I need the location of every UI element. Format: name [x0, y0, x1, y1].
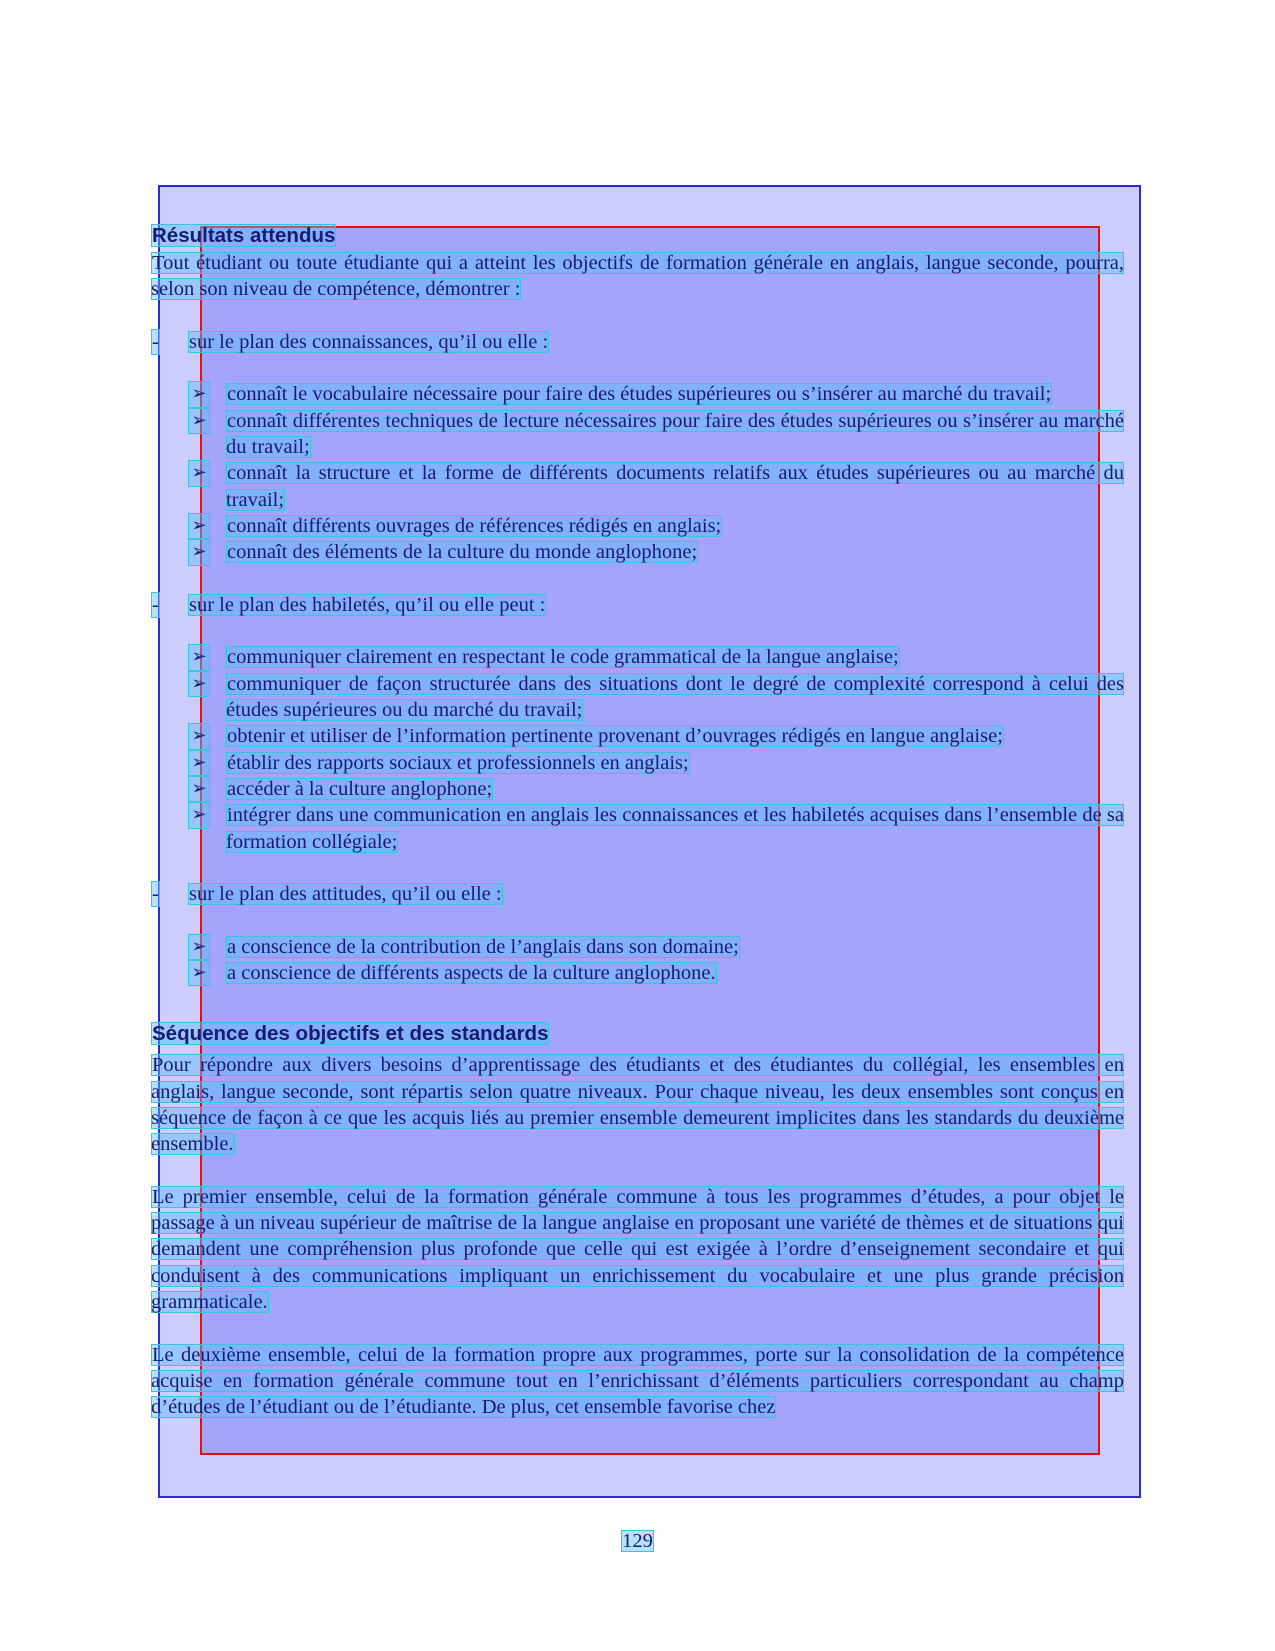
- dash-marker: -: [151, 592, 160, 618]
- list-item: ➢ a conscience de différents aspects de la culture anglophone.: [151, 960, 1124, 986]
- arrow-bullet-icon: ➢: [188, 513, 210, 539]
- list-item: ➢ a conscience de la contribution de l’anglais dans son domaine;: [151, 934, 1124, 960]
- arrow-bullet-icon: ➢: [188, 723, 210, 749]
- body-paragraph: Le deuxième ensemble, celui de la formation propre aux programmes, porte sur la consolidation de la compétence acquise en formation générale commune tout en l’enrichissant d’éléments particuliers correspondant au champ d’études de l’étudiant ou de l’étudiante. De plus, cet ensemble favorise chez: [151, 1343, 1124, 1419]
- arrow-bullet-icon: ➢: [188, 671, 210, 697]
- group-label-connaissances: - sur le plan des connaissances, qu’il ou elle :: [151, 329, 1124, 355]
- arrow-bullet-icon: ➢: [188, 539, 210, 565]
- list-item: ➢ établir des rapports sociaux et professionnels en anglais;: [151, 750, 1124, 776]
- dash-marker: -: [151, 329, 160, 355]
- list-item: ➢ connaît différents ouvrages de références rédigés en anglais;: [151, 513, 1124, 539]
- list-item: ➢ communiquer de façon structurée dans des situations dont le degré de complexité correspond à celui des études supérieures ou du marché du travail;: [151, 671, 1124, 724]
- arrow-bullet-icon: ➢: [188, 381, 210, 407]
- list-item: ➢ connaît des éléments de la culture du monde anglophone;: [151, 539, 1124, 565]
- group-label-attitudes: - sur le plan des attitudes, qu’il ou elle :: [151, 881, 1124, 907]
- arrow-bullet-icon: ➢: [188, 644, 210, 670]
- list-item: ➢ communiquer clairement en respectant le code grammatical de la langue anglaise;: [151, 644, 1124, 670]
- arrow-bullet-icon: ➢: [188, 802, 210, 828]
- list-habiletes: [151, 644, 1124, 854]
- section-heading-sequence: Séquence des objectifs et des standards: [152, 1022, 549, 1046]
- list-item: ➢ intégrer dans une communication en anglais les connaissances et les habiletés acquises dans l’ensemble de sa formation collégiale;: [151, 802, 1124, 855]
- group-label-habiletes: - sur le plan des habiletés, qu’il ou elle peut :: [151, 592, 1124, 618]
- body-paragraph: Pour répondre aux divers besoins d’apprentissage des étudiants et des étudiantes du collégial, les ensembles en anglais, langue seconde, sont répartis selon quatre niveaux. Pour chaque niveau, les deux ensembles sont conçus en séquence de façon à ce que les acquis liés au premier ensemble demeurent implicites dans les standards du deuxième ensemble.: [151, 1054, 1124, 1156]
- arrow-bullet-icon: ➢: [188, 960, 210, 986]
- list-item: ➢ accéder à la culture anglophone;: [151, 776, 1124, 802]
- list-item: ➢ obtenir et utiliser de l’information pertinente provenant d’ouvrages rédigés en langue anglaise;: [151, 723, 1124, 749]
- list-item: ➢ connaît différentes techniques de lecture nécessaires pour faire des études supérieures ou s’insérer au marché du travail;: [151, 408, 1124, 461]
- list-attitudes: [151, 934, 1124, 987]
- page-number: 129: [622, 1530, 653, 1552]
- body-paragraph: Le premier ensemble, celui de la formation générale commune à tous les programmes d’études, a pour objet le passage à un niveau supérieur de maîtrise de la langue anglaise en proposant une variété de thèmes et de situations qui demandent une compréhension plus profonde que celle qui est exigée à l’ordre d’enseignement secondaire et qui conduisent à des communications impliquant un enrichissement du vocabulaire et une plus grande précision grammaticale.: [151, 1185, 1124, 1313]
- list-item: ➢ connaît le vocabulaire nécessaire pour faire des études supérieures ou s’insérer au marché du travail;: [151, 381, 1124, 407]
- list-connaissances: [151, 381, 1124, 565]
- intro-paragraph: Tout étudiant ou toute étudiante qui a atteint les objectifs de formation générale en anglais, langue seconde, pourra, selon son niveau de compétence, démontrer :: [151, 252, 1124, 301]
- arrow-bullet-icon: ➢: [188, 750, 210, 776]
- section-heading-resultats: Résultats attendus: [152, 224, 336, 247]
- dash-marker: -: [151, 881, 160, 907]
- list-item: ➢ connaît la structure et la forme de différents documents relatifs aux études supérieures ou au marché du travail;: [151, 460, 1124, 513]
- arrow-bullet-icon: ➢: [188, 934, 210, 960]
- arrow-bullet-icon: ➢: [188, 408, 210, 434]
- page-content: [151, 222, 1124, 1420]
- arrow-bullet-icon: ➢: [188, 776, 210, 802]
- arrow-bullet-icon: ➢: [188, 460, 210, 486]
